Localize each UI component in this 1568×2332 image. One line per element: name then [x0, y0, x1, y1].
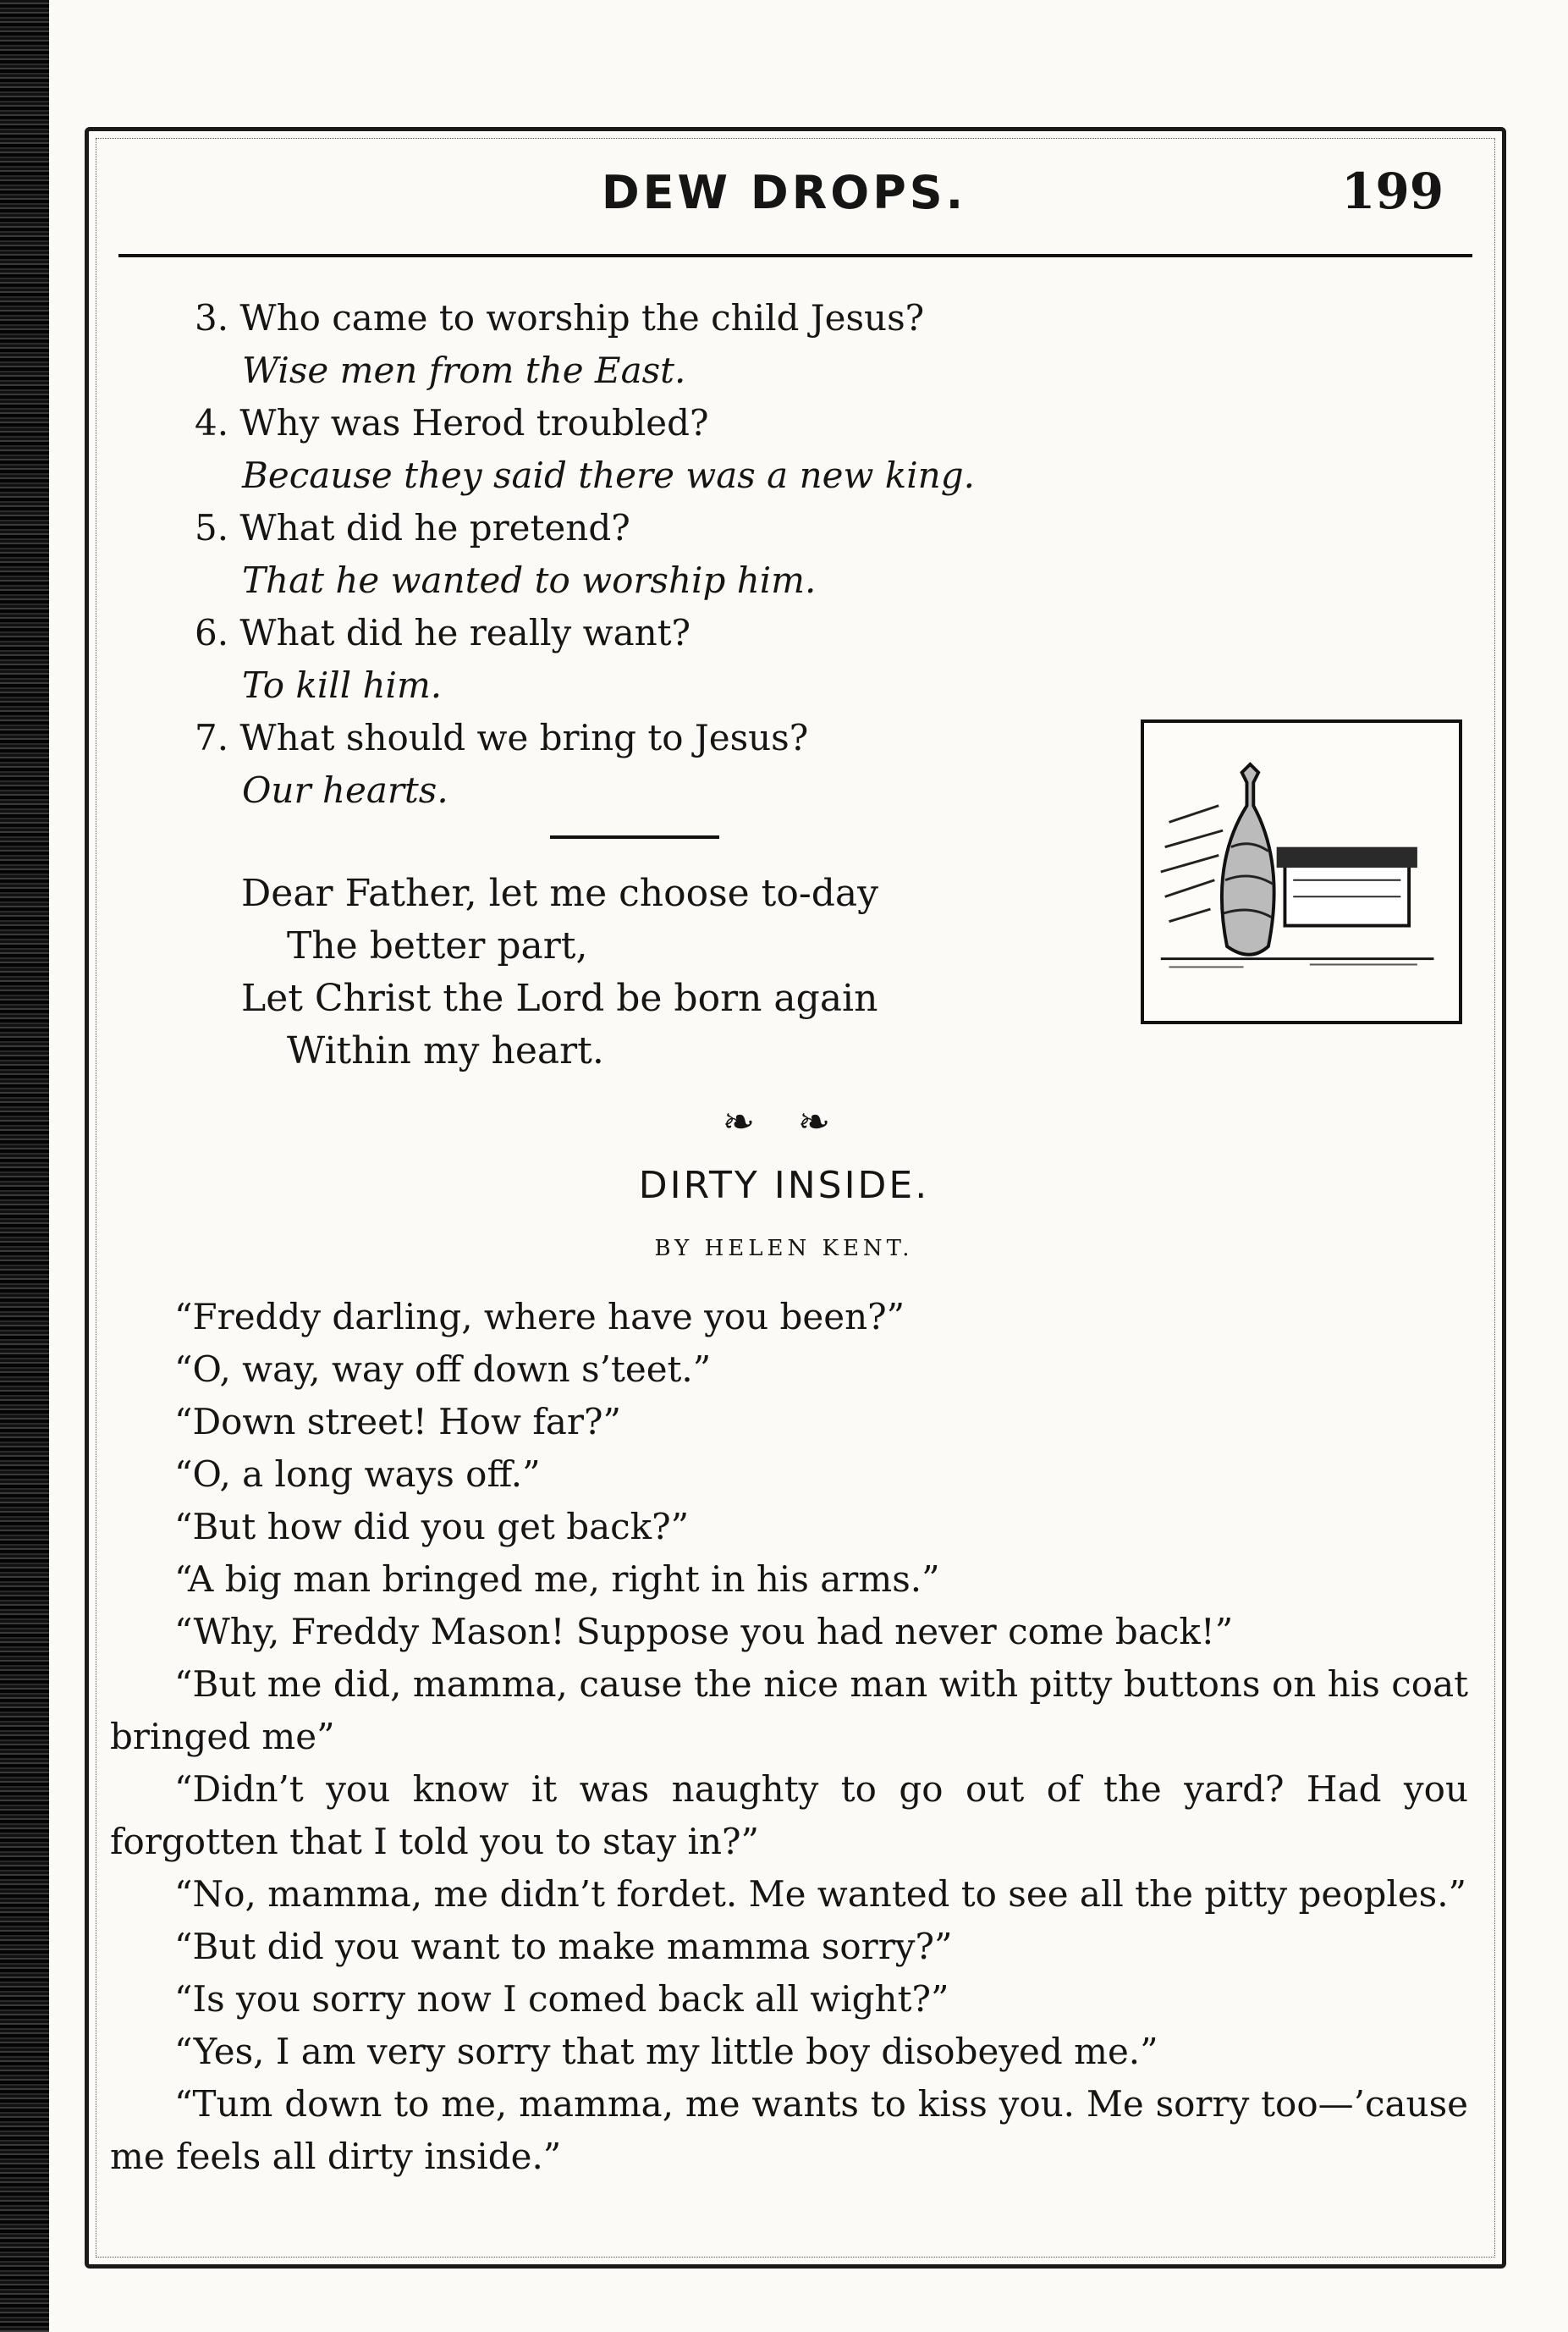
- story-paragraph: “Freddy darling, where have you been?”: [174, 1296, 905, 1337]
- answer: To kill him.: [242, 664, 443, 706]
- section-divider: [550, 835, 719, 839]
- story-byline: BY HELEN KENT.: [654, 1236, 914, 1261]
- catechism-list: [195, 292, 1125, 817]
- fleuron-ornament: ❧ ❧: [722, 1099, 846, 1144]
- story-paragraph: “Tum down to me, mamma, me wants to kiss you. Me sorry too—’cause me feels all dirty inside.”: [110, 2083, 1468, 2177]
- story-paragraph: “Yes, I am very sorry that my little boy disobeyed me.”: [174, 2031, 1158, 2072]
- question: 3. Who came to worship the child Jesus?: [195, 297, 925, 339]
- running-header-title: DEW DROPS.: [601, 166, 967, 219]
- qa-item: [195, 292, 1125, 397]
- answer: That he wanted to worship him.: [242, 560, 817, 601]
- question: 4. Why was Herod troubled?: [195, 402, 709, 444]
- story-paragraph: “A big man bringed me, right in his arms.”: [174, 1558, 940, 1600]
- story-paragraph: “But how did you get back?”: [174, 1506, 690, 1547]
- poem-line: Within my heart.: [287, 1029, 604, 1072]
- qa-item: [195, 502, 1125, 607]
- poem-line: Let Christ the Lord be born again: [241, 977, 878, 1020]
- story-paragraph: “Down street! How far?”: [174, 1401, 621, 1442]
- page-number: 199: [1341, 163, 1444, 220]
- story-paragraph: “No, mamma, me didn’t fordet. Me wanted to see all the pitty peoples.”: [174, 1873, 1467, 1915]
- question: 5. What did he pretend?: [195, 507, 630, 549]
- header-rule: [118, 254, 1472, 257]
- story-paragraph: “O, way, way off down s’teet.”: [174, 1348, 712, 1390]
- vessel-and-casket-engraving: [1144, 723, 1459, 1021]
- story-paragraph: “Why, Freddy Mason! Suppose you had never come back!”: [174, 1611, 1234, 1652]
- qa-item: [195, 607, 1125, 712]
- qa-item: [195, 712, 1125, 817]
- story-body: [110, 1291, 1468, 2183]
- poem-line: Dear Father, let me choose to-day: [241, 872, 878, 915]
- answer: Because they said there was a new king.: [242, 455, 975, 496]
- story-title: DIRTY INSIDE.: [638, 1164, 930, 1207]
- story-paragraph: “But did you want to make mamma sorry?”: [174, 1926, 953, 1967]
- answer: Our hearts.: [242, 769, 448, 811]
- story-paragraph: “O, a long ways off.”: [174, 1453, 541, 1495]
- story-paragraph: “Didn’t you know it was naughty to go out of the yard? Had you forgotten that I told you to stay in?”: [110, 1768, 1468, 1862]
- question: 6. What did he really want?: [195, 612, 691, 653]
- story-paragraph: “But me did, mamma, cause the nice man with pitty buttons on his coat bringed me”: [110, 1663, 1468, 1757]
- poem: [241, 868, 878, 1078]
- gift-vessel-illustration: [1141, 719, 1462, 1024]
- answer: Wise men from the East.: [242, 350, 686, 391]
- qa-item: [195, 397, 1125, 502]
- question: 7. What should we bring to Jesus?: [195, 717, 809, 758]
- story-paragraph: “Is you sorry now I comed back all wight?”: [174, 1978, 949, 2020]
- poem-line: The better part,: [287, 924, 588, 968]
